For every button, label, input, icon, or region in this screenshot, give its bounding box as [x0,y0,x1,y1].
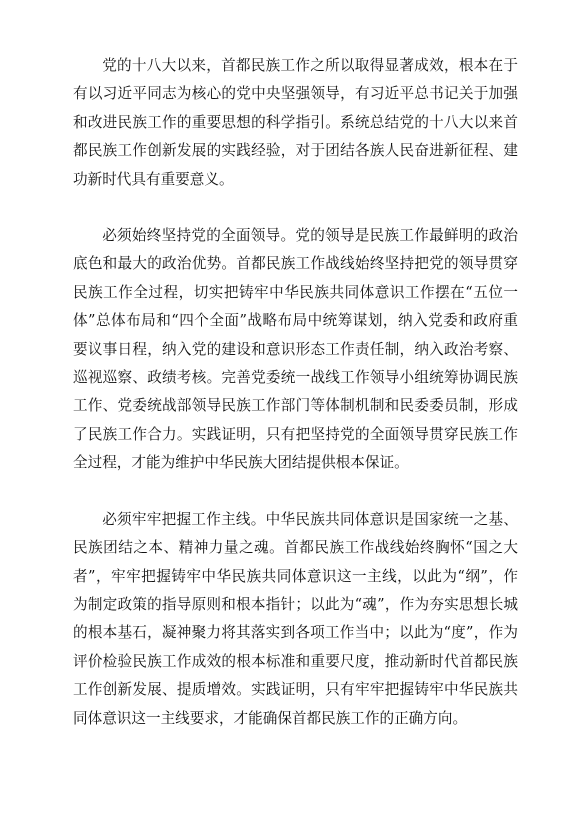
paragraph-intro: 党的十八大以来，首都民族工作之所以取得显著成效，根本在于有以习近平同志为核心的党中央坚强领导，有习近平总书记关于加强和改进民族工作的重要思想的科学指引。系统总结党的十八大以来首都民族工作创新发展的实践经验，对于团结各族人民奋进新征程、建功新时代具有重要意义。 [73,57,518,188]
paragraph-work-mainline: 必须牢牢把握工作主线。中华民族共同体意识是国家统一之基、民族团结之本、精神力量之魂。首都民族工作战线始终胸怀“国之大者”，牢牢把握铸牢中华民族共同体意识这一主线，以此为“纲”，作为制定政策的指导原则和根本指针；以此为“魂”，作为夯实思想长城的根本基石，凝神聚力将其落实到各项工作当中；以此为“度”，作为评价检验民族工作成效的根本标准和重要尺度，推动新时代首都民族工作创新发展、提质增效。实践证明，只有牢牢把握铸牢中华民族共同体意识这一主线要求，才能确保首都民族工作的正确方向。 [73,510,518,727]
paragraph-party-leadership: 必须始终坚持党的全面领导。党的领导是民族工作最鲜明的政治底色和最大的政治优势。首都民族工作战线始终坚持把党的领导贯穿民族工作全过程，切实把铸牢中华民族共同体意识工作摆在“五位一体”总体布局和“四个全面”战略布局中统筹谋划，纳入党委和政府重要议事日程，纳入党的建设和意识形态工作责任制，纳入政治考察、巡视巡察、政绩考核。完善党委统一战线工作领导小组统筹协调民族工作、党委统战部领导民族工作部门等体制机制和民委委员制，形成了民族工作合力。实践证明，只有把坚持党的全面领导贯穿民族工作全过程，才能为维护中华民族大团结提供根本保证。 [73,227,518,472]
